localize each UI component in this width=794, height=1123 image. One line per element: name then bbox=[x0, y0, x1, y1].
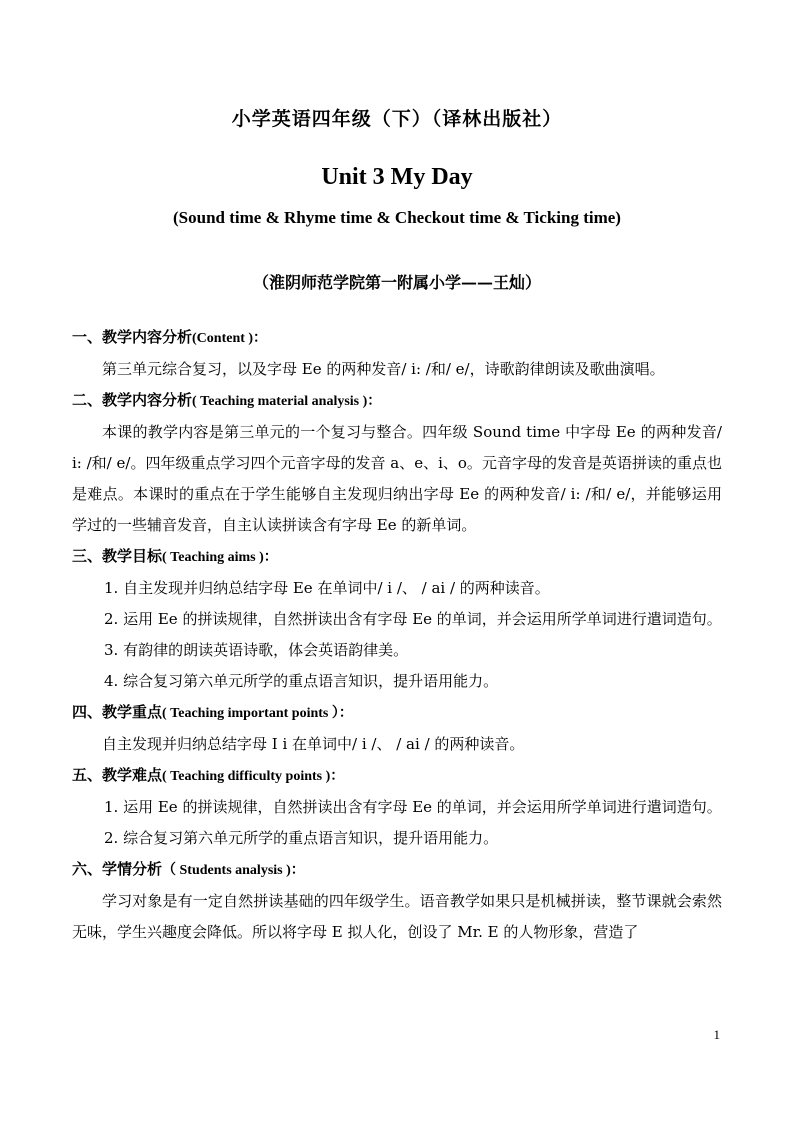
page-number: 1 bbox=[713, 1027, 720, 1042]
section-heading-content bbox=[72, 322, 722, 354]
heading-en: ( Teaching difficulty points )： bbox=[162, 769, 345, 784]
heading-cn: 四、教学重点 bbox=[72, 703, 163, 721]
list-item: 4. 综合复习第六单元所学的重点语言知识，提升语用能力。 bbox=[104, 672, 499, 690]
document-title-cn: 小学英语四年级（下）（译林出版社） bbox=[231, 108, 563, 130]
section-heading-students bbox=[72, 854, 722, 886]
list-item: 3. 有韵律的朗读英语诗歌，体会英语韵律美。 bbox=[104, 641, 409, 659]
list-item: 1. 自主发现并归纳总结字母 Ee 在单词中/ i /、 / ai / 的两种读音。 bbox=[104, 579, 550, 597]
heading-en: ( Teaching aims )： bbox=[162, 550, 278, 565]
list-item: 2. 综合复习第六单元所学的重点语言知识，提升语用能力。 bbox=[104, 829, 499, 847]
document-author: （淮阴师范学院第一附属小学——王灿） bbox=[252, 273, 541, 292]
heading-cn: 五、教学难点 bbox=[72, 766, 163, 784]
heading-en: ( Teaching important points ）： bbox=[162, 706, 353, 721]
document-subtitle: (Sound time & Rhyme time & Checkout time & Ticking time) bbox=[173, 208, 621, 227]
paragraph: 自主发现并归纳总结字母 I i 在单词中/ i /、 / ai / 的两种读音。 bbox=[102, 735, 525, 753]
heading-en: ( Teaching material analysis )： bbox=[192, 394, 382, 409]
section-heading-material bbox=[72, 385, 722, 417]
heading-en: （ Students analysis )： bbox=[162, 863, 305, 878]
paragraph: 第三单元综合复习，以及字母 Ee 的两种发音/ i: /和/ e/，诗歌韵律朗读及歌曲演唱。 bbox=[102, 360, 665, 378]
heading-cn: 三、教学目标 bbox=[72, 547, 163, 565]
section-heading-aims bbox=[72, 541, 722, 573]
heading-en: (Content )： bbox=[192, 331, 268, 346]
heading-cn: 二、教学内容分析 bbox=[72, 391, 193, 409]
document-body bbox=[72, 322, 722, 948]
section-heading-important-points bbox=[72, 697, 722, 729]
document-title-en: Unit 3 My Day bbox=[321, 164, 473, 190]
list-item: 1. 运用 Ee 的拼读规律，自然拼读出含有字母 Ee 的单词，并会运用所学单词进行遣词造句。 bbox=[104, 798, 722, 816]
heading-cn: 一、教学内容分析 bbox=[72, 328, 193, 346]
heading-cn: 六、学情分析 bbox=[72, 860, 163, 878]
section-heading-difficulty-points bbox=[72, 760, 722, 792]
paragraph: 学习对象是有一定自然拼读基础的四年级学生。语音教学如果只是机械拼读，整节课就会索然无味，学生兴趣度会降低。所以将字母 E 拟人化，创设了 Mr. E 的人物形象，营造了 bbox=[72, 892, 722, 941]
paragraph: 本课的教学内容是第三单元的一个复习与整合。四年级 Sound time 中字母 Ee 的两种发音/ i: /和/ e/。四年级重点学习四个元音字母的发音 a、e、i、o。元音字母的发音是英语拼读的重点也是难点。本课时的重点在于学生能够自主发现归纳出字母 Ee 的两种发音/ i: /和/ e/，并能够运用学过的一些辅音发音，自主认读拼读含有字母 Ee 的新单词。 bbox=[72, 423, 722, 534]
list-item: 2. 运用 Ee 的拼读规律，自然拼读出含有字母 Ee 的单词，并会运用所学单词进行遣词造句。 bbox=[104, 610, 722, 628]
